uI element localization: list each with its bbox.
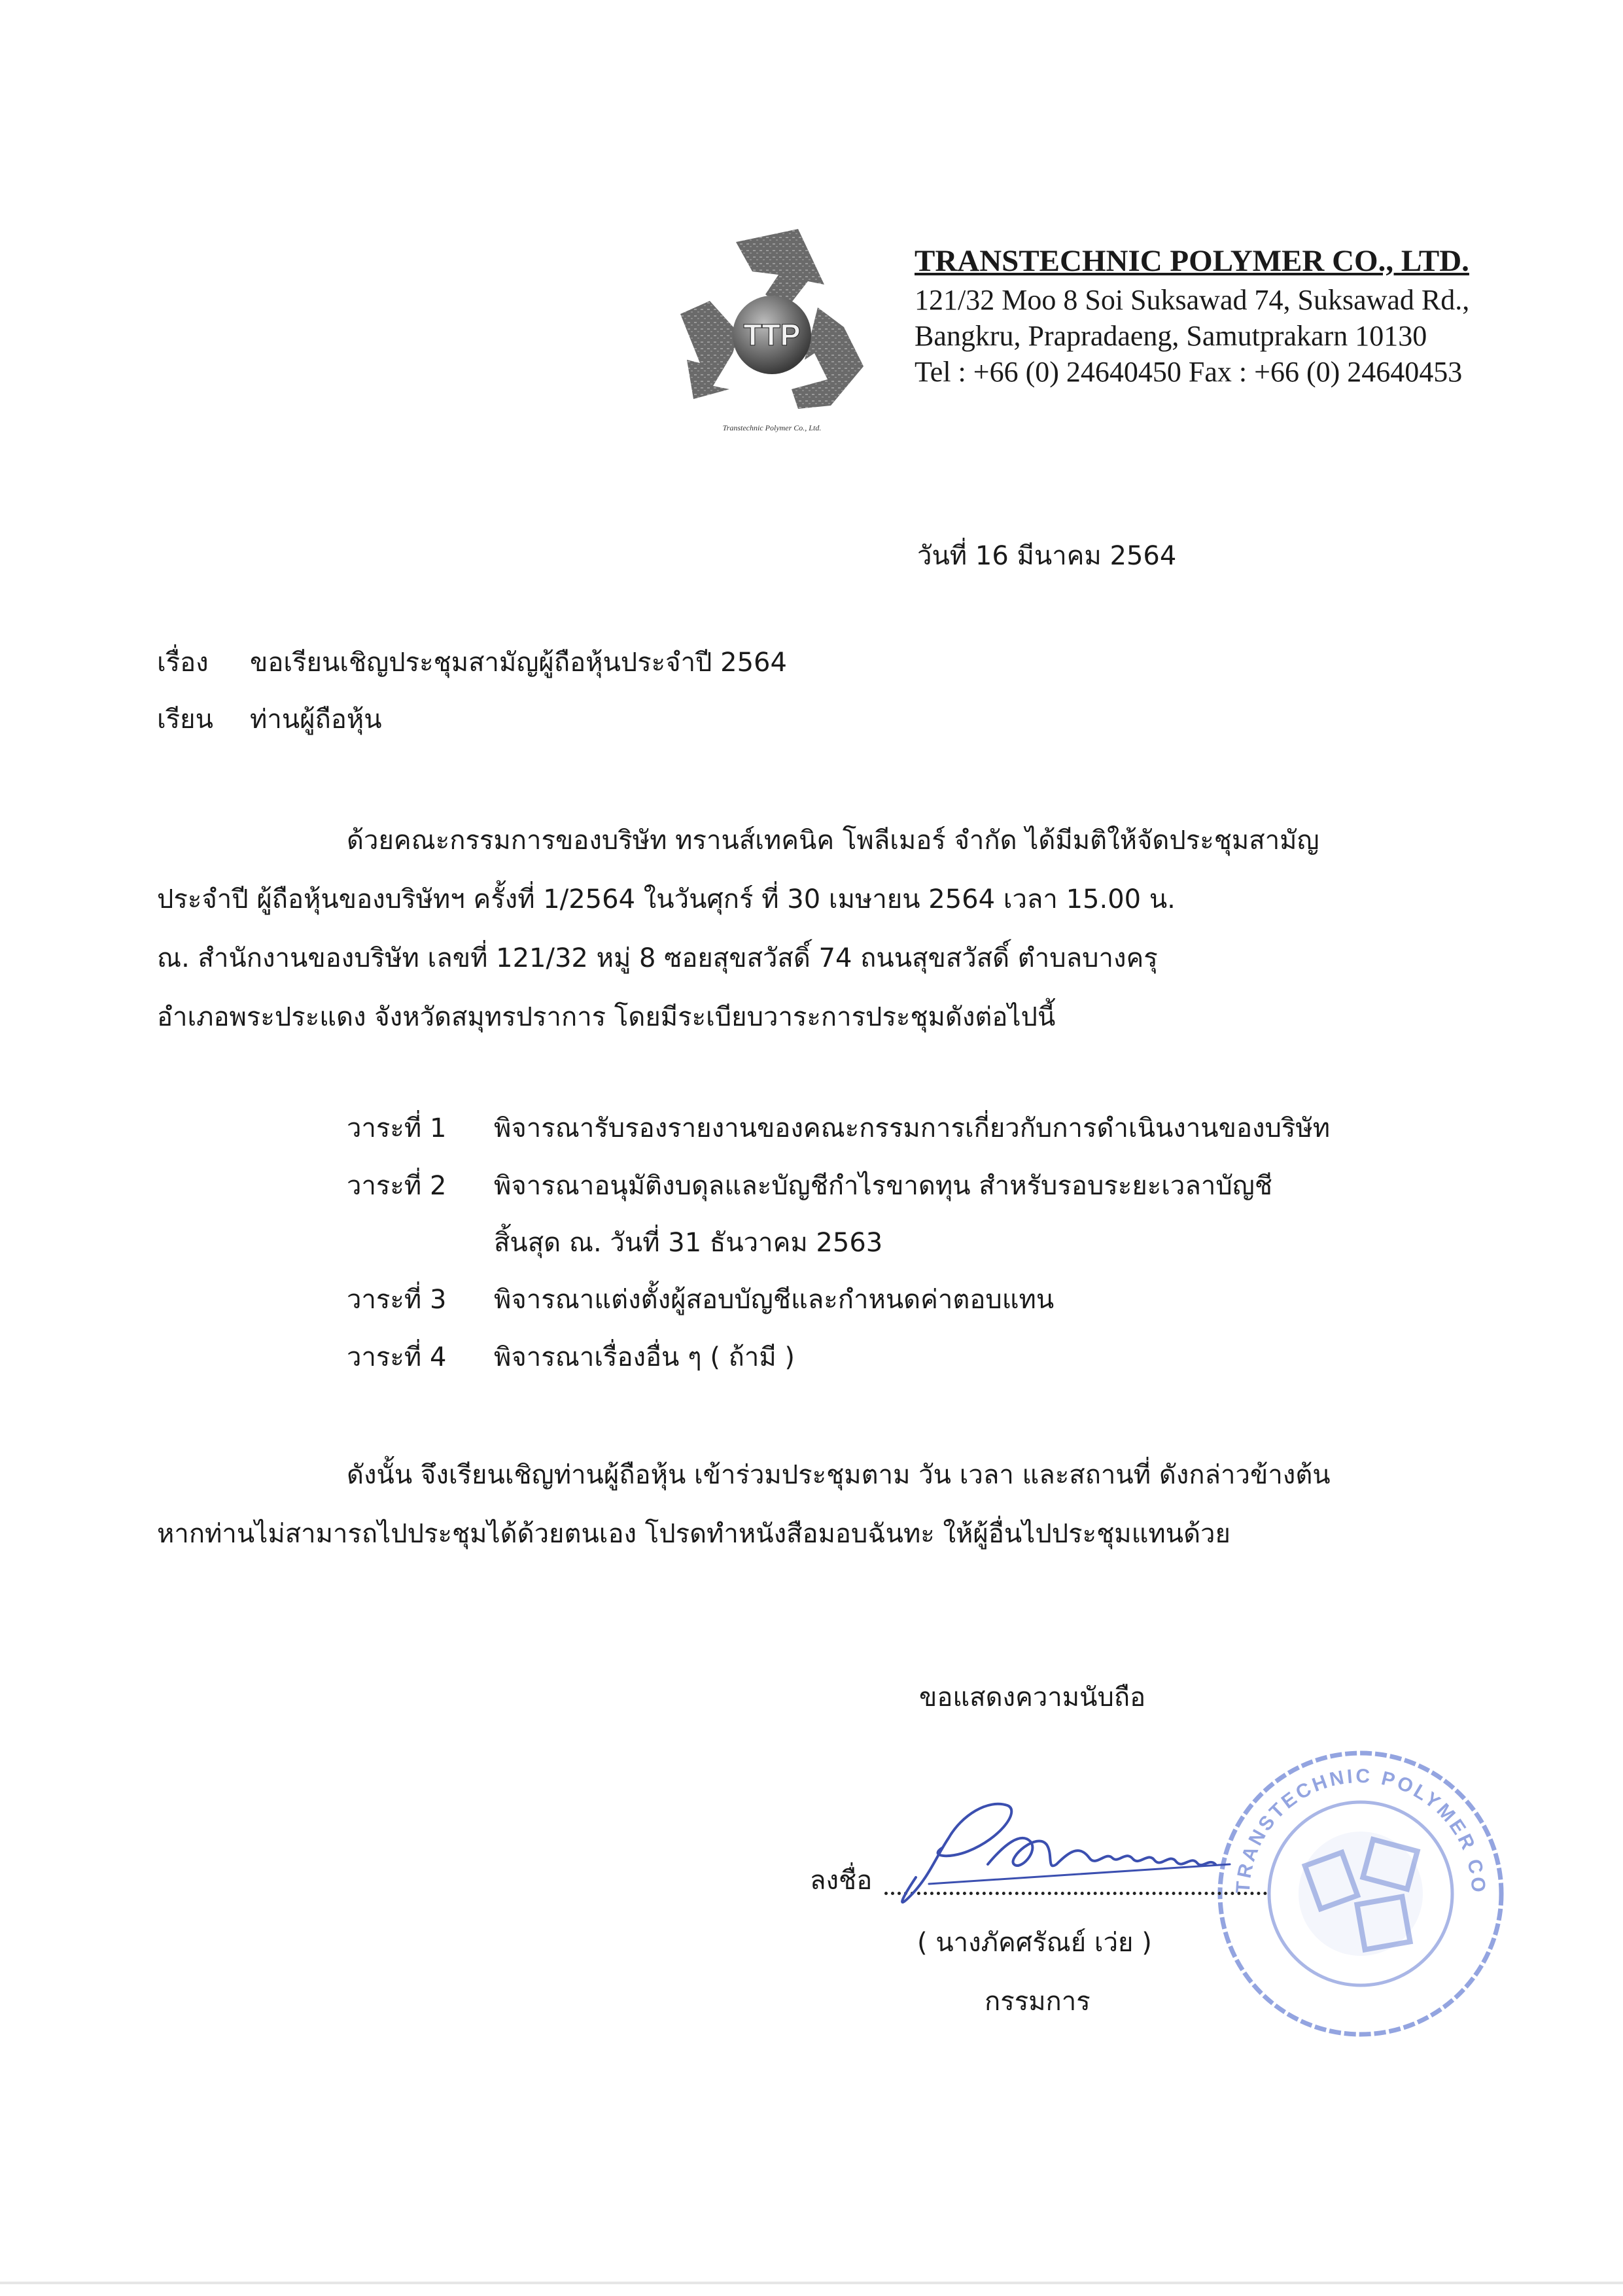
letter-date: วันที่ 16 มีนาคม 2564 [917,541,1177,571]
signature [890,1779,1256,1910]
handwritten-signature-icon [890,1779,1256,1910]
company-name: TRANSTECHNIC POLYMER CO., LTD. [915,244,1469,278]
closing-line: หากท่านไม่สามารถไปประชุมได้ด้วยตนเอง โปรดทำหนังสือมอบฉันทะ ให้ผู้อื่นไปประชุมแทนด้วย [157,1519,1230,1549]
agenda-item-continuation: สิ้นสุด ณ. วันที่ 31 ธันวาคม 2563 [494,1228,883,1258]
recycle-logo-icon [674,222,870,438]
company-contact: Tel : +66 (0) 24640450 Fax : +66 (0) 24640453 [915,356,1463,388]
closing-line: ดังนั้น จึงเรียนเชิญท่านผู้ถือหุ้น เข้าร่วมประชุมตาม วัน เวลา และสถานที่ ดังกล่าวข้างต้น [347,1460,1331,1490]
intro-line: ประจำปี ผู้ถือหุ้นของบริษัทฯ ครั้งที่ 1/2564 ในวันศุกร์ ที่ 30 เมษายน 2564 เวลา 15.00 น. [157,884,1176,914]
intro-line: ด้วยคณะกรรมการของบริษัท ทรานส์เทคนิค โพลีเมอร์ จำกัด ได้มีมติให้จัดประชุมสามัญ [347,826,1319,856]
agenda-label: วาระที่ 2 [347,1171,447,1201]
company-address-line2: Bangkru, Prapradaeng, Samutprakarn 10130 [915,320,1427,352]
logo-text: TTP [743,318,801,352]
agenda-item: พิจารณาเรื่องอื่น ๆ ( ถ้ามี ) [494,1342,795,1372]
signer-title: กรรมการ [985,1987,1091,2017]
stamp-text: TRANSTECHNIC POLYMER CO [1232,1765,1490,1896]
company-logo [674,222,870,438]
intro-line: ณ. สำนักงานของบริษัท เลขที่ 121/32 หมู่ 8 ซอยสุขสวัสดิ์ 74 ถนนสุขสวัสดิ์ ตำบลบางครุ [157,943,1158,973]
logo-caption: Transtechnic Polymer Co., Ltd. [722,423,822,432]
intro-line: อำเภอพระประแดง จังหวัดสมุทรปราการ โดยมีระเบียบวาระการประชุมดังต่อไปนี้ [157,1002,1056,1032]
scan-edge-line [0,2282,1623,2284]
agenda-item: พิจารณารับรองรายงานของคณะกรรมการเกี่ยวกับการดำเนินงานของบริษัท [494,1113,1331,1143]
agenda-item: พิจารณาอนุมัติงบดุลและบัญชีกำไรขาดทุน สำหรับรอบระยะเวลาบัญชี [494,1171,1272,1201]
subject-text: ขอเรียนเชิญประชุมสามัญผู้ถือหุ้นประจำปี 2564 [250,648,787,678]
regards-text: ขอแสดงความนับถือ [919,1682,1146,1713]
recipient-label: เรียน [157,704,213,735]
subject-label: เรื่อง [157,648,209,678]
sign-label: ลงชื่อ [810,1866,873,1896]
agenda-item: พิจารณาแต่งตั้งผู้สอบบัญชีและกำหนดค่าตอบแทน [494,1285,1055,1315]
agenda-label: วาระที่ 1 [347,1113,447,1143]
recipient-text: ท่านผู้ถือหุ้น [250,704,382,735]
agenda-label: วาระที่ 4 [347,1342,447,1372]
agenda-label: วาระที่ 3 [347,1285,447,1315]
signer-name: ( นางภัคศรัณย์ เว่ย ) [917,1928,1152,1958]
company-address-line1: 121/32 Moo 8 Soi Suksawad 74, Suksawad Rd., [915,284,1470,316]
